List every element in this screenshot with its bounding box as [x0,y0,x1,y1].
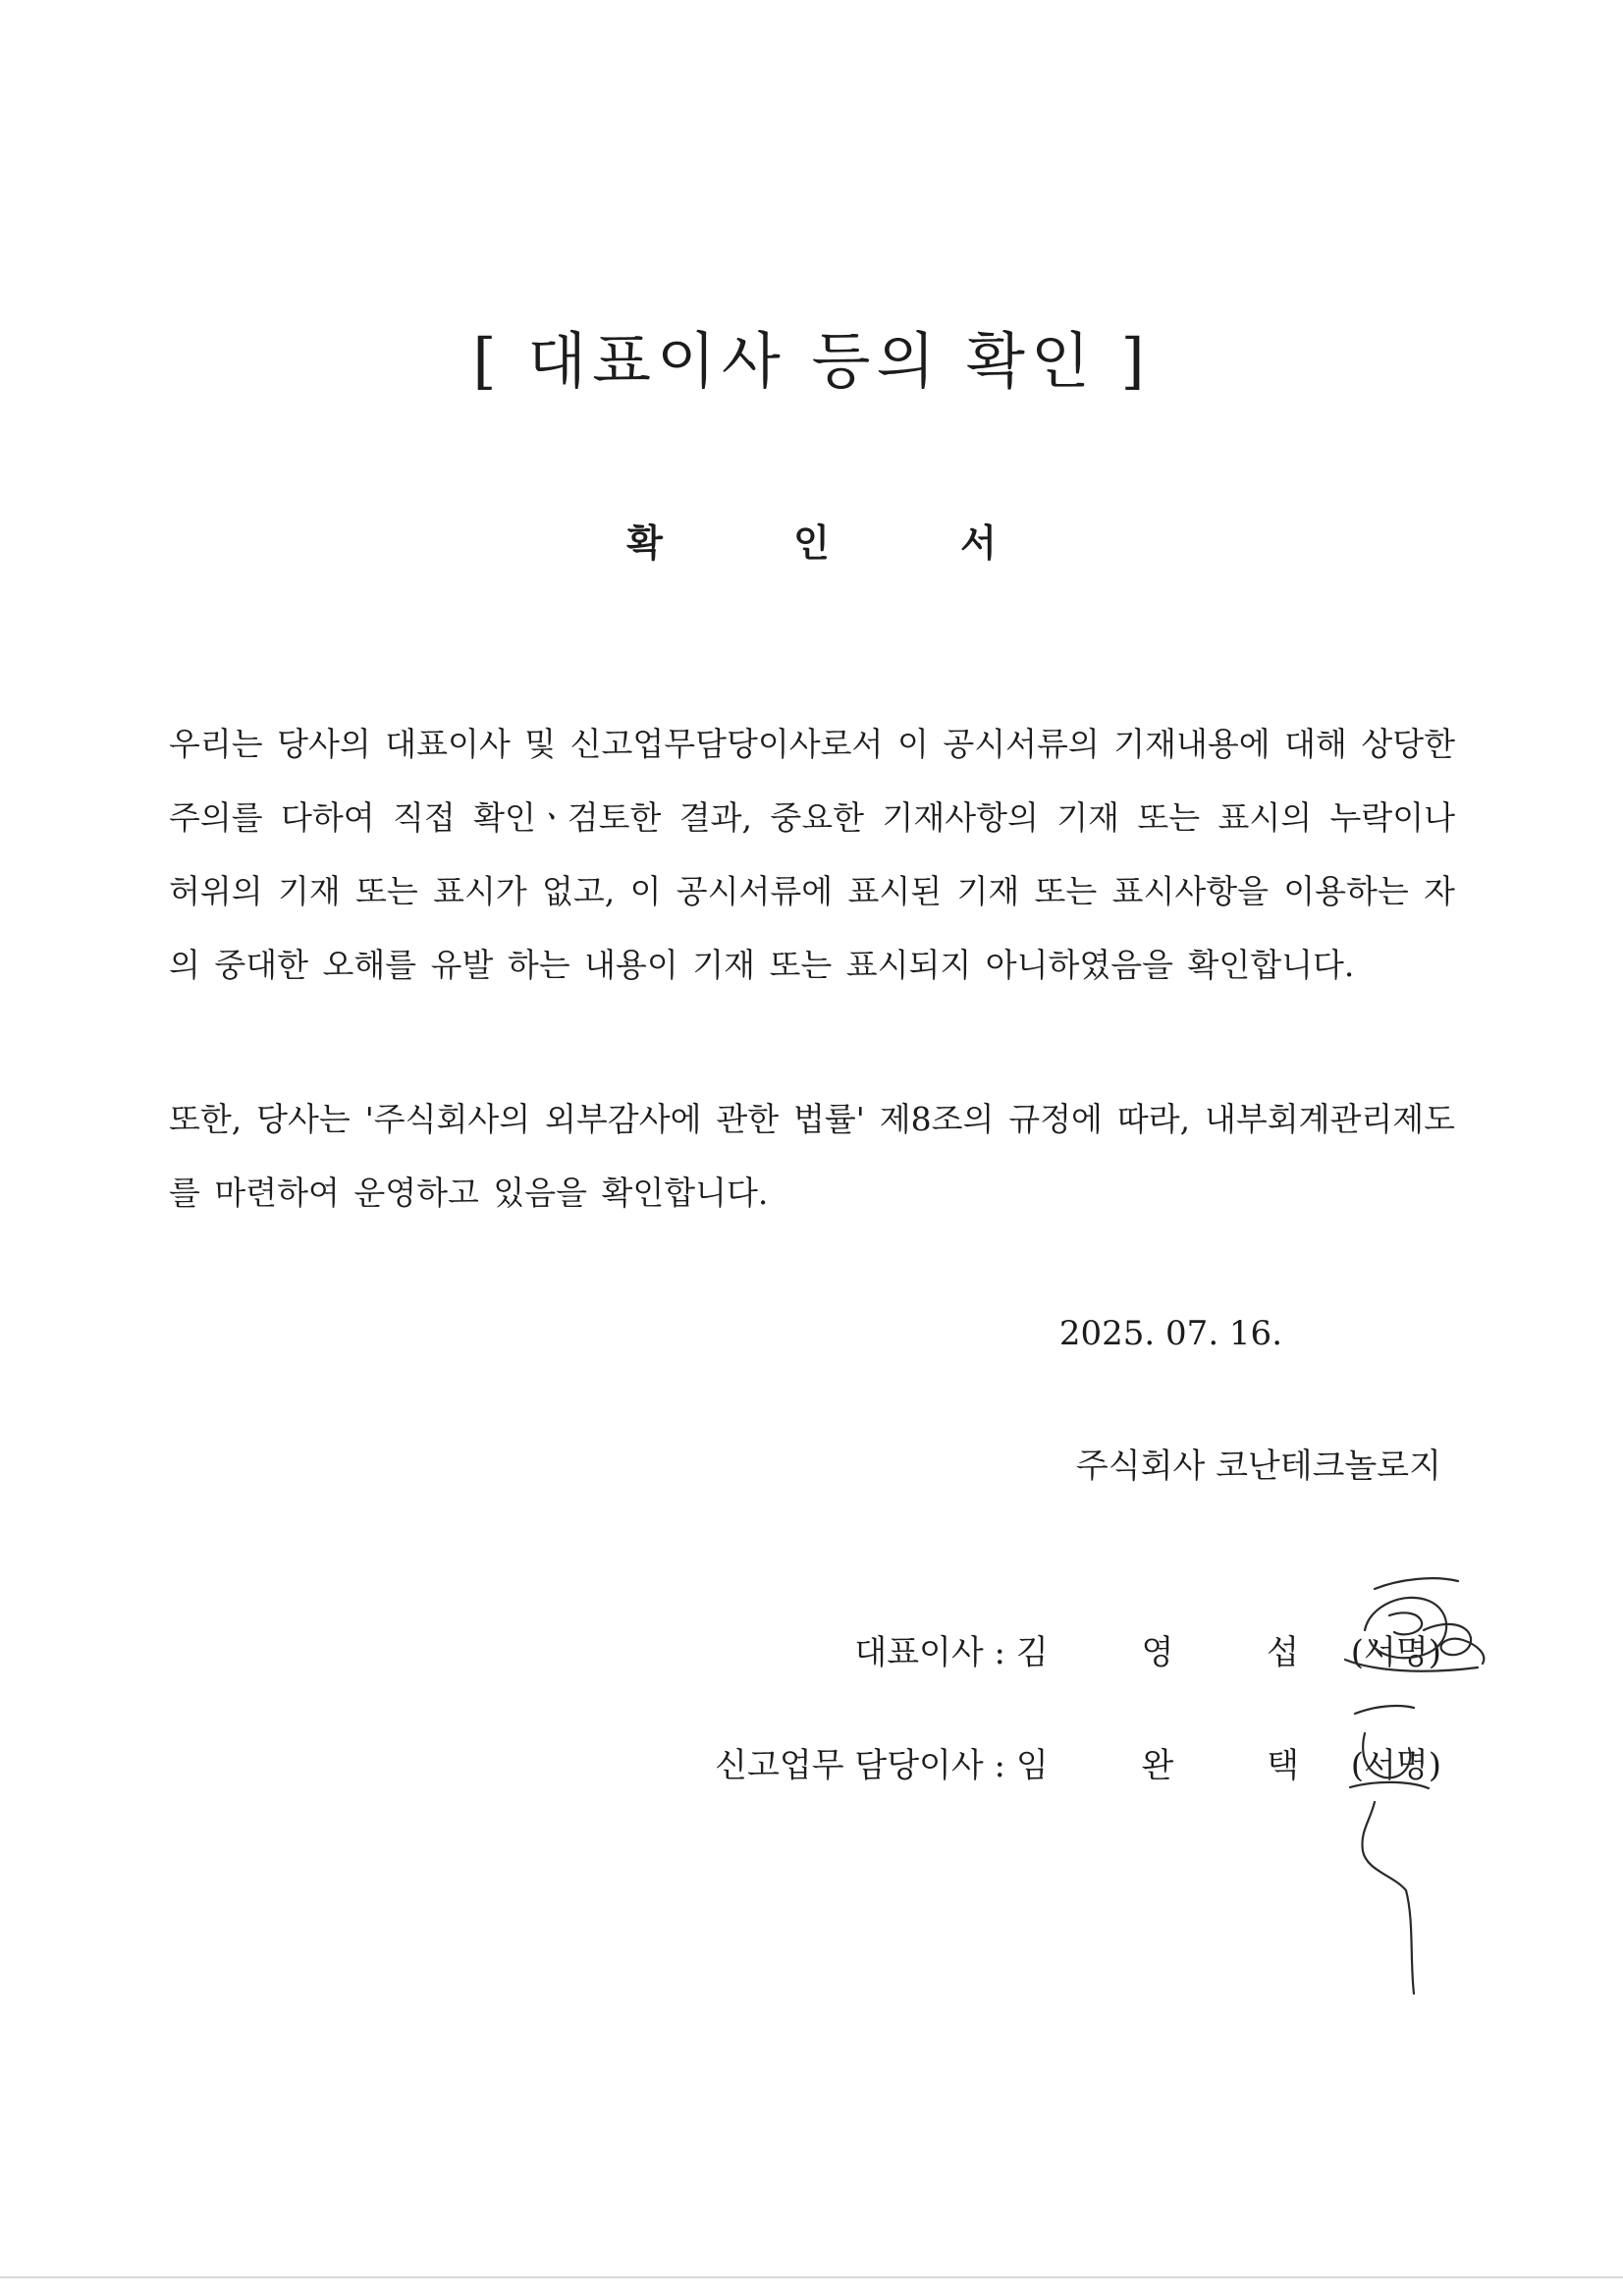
document-subheading: 확 인 서 [626,520,1055,565]
cfo-sign-mark: (서명) [1350,1746,1441,1785]
cfo-signature-line [715,1738,1441,1786]
document-heading: [ 대표이사 등의 확인 ] [472,325,1151,397]
ceo-name: 김 영 섭 [1015,1633,1340,1672]
confirmation-paragraph: 우리는 당사의 대표이사 및 신고업무담당이사로서 이 공시서류의 기재내용에 대해 상당한 주의를 다하여 직접 확인ㆍ검토한 결과, 중요한 기재사항의 기재 또는 표시의 누락이나 허위의 기재 또는 표시가 없고, 이 공시서류에 표시된 기재 또는 표시사항을 이용하는 자의 중대한 오해를 유발 하는 내용이 기재 또는 표시되지 아니하였음을 확인합니다. [169,725,1455,984]
ceo-sign-mark: (서명) [1350,1633,1441,1672]
ceo-signature-line [854,1625,1441,1673]
page-bottom-divider [0,2276,1623,2278]
internal-control-paragraph: 또한, 당사는 '주식회사의 외부감사에 관한 법률' 제8조의 규정에 따라, 내부회계관리제도를 마련하여 운영하고 있음을 확인합니다. [169,1100,1455,1212]
document-date: 2025. 07. 16. [1058,1314,1282,1353]
ceo-role-label: 대표이사 : [854,1633,1005,1672]
cfo-name: 임 완 택 [1015,1746,1340,1785]
cfo-role-label: 신고업무 담당이사 : [715,1746,1005,1785]
company-name: 주식회사 코난테크놀로지 [1075,1447,1441,1486]
